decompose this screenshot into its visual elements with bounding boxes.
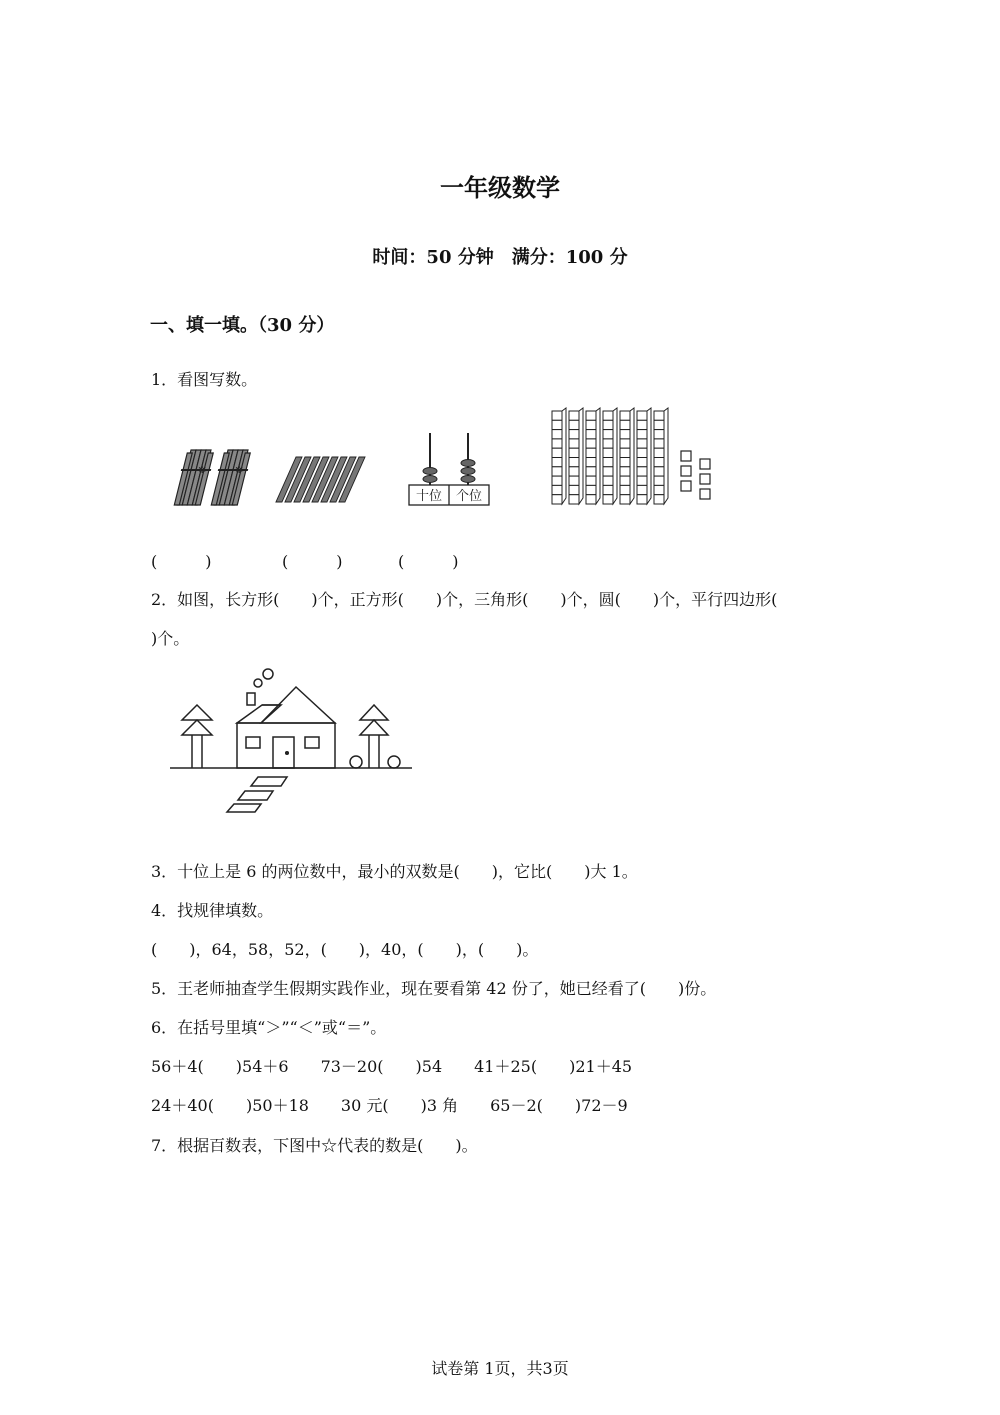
- abacus-bead: [423, 476, 437, 483]
- abacus-bead: [461, 460, 475, 467]
- page-footer: 试卷第 1页，共3页: [431, 1359, 569, 1378]
- question-5: 5．王老师抽查学生假期实践作业，现在要看第 42 份了，她已经看了( )份。: [151, 979, 717, 998]
- loose-sticks: [276, 457, 365, 502]
- abacus-bead: [423, 468, 437, 475]
- svg-text:✲: ✲: [198, 465, 207, 476]
- answer-blank[interactable]: ( ): [398, 552, 459, 571]
- abacus-bead: [461, 468, 475, 475]
- question-6: 6．在括号里填“＞”“＜”或“＝”。: [151, 1018, 387, 1037]
- bundle-of-ten-sticks: [172, 450, 216, 505]
- question-1: 1．看图写数。: [151, 370, 258, 389]
- question-4-sequence: ( )，64，58，52，( )，40，( )，( )。: [151, 940, 539, 959]
- abacus-ones-label: 个位: [455, 489, 483, 504]
- svg-text:✲: ✲: [235, 465, 244, 476]
- unit-cubes: [681, 451, 710, 499]
- question-2-line-1: 2．如图，长方形( )个，正方形( )个，三角形( )个，圆( )个，平行四边形(: [151, 590, 778, 609]
- section-heading: 一、填一填。（30 分）: [150, 315, 335, 336]
- bundle-of-ten-sticks: [209, 450, 253, 505]
- stick-bundles-figure: [170, 445, 355, 510]
- question-6-row-2: 24＋40( )50＋18 30 元( )3 角 65－2( )72－9: [151, 1096, 628, 1115]
- question-4: 4．找规律填数。: [151, 901, 274, 920]
- question-2-line-2: )个。: [151, 629, 190, 648]
- answer-blank[interactable]: ( ): [282, 552, 343, 571]
- page-title: 一年级数学: [440, 173, 560, 202]
- abacus-figure: [405, 430, 495, 510]
- abacus-bead: [461, 476, 475, 483]
- answer-blank[interactable]: ( ): [151, 552, 212, 571]
- base-ten-blocks-figure: [548, 408, 718, 508]
- house-scene-figure: [165, 665, 420, 820]
- question-7: 7．根据百数表，下图中☆代表的数是( )。: [151, 1136, 478, 1155]
- abacus-tens-label: 十位: [415, 489, 443, 504]
- question-3: 3．十位上是 6 的两位数中，最小的双数是( )，它比( )大 1。: [151, 862, 638, 881]
- exam-info: 时间：50 分钟 满分：100 分: [372, 247, 628, 268]
- question-6-row-1: 56＋4( )54＋6 73－20( )54 41＋25( )21＋45: [151, 1057, 633, 1076]
- ten-rods: [552, 408, 668, 504]
